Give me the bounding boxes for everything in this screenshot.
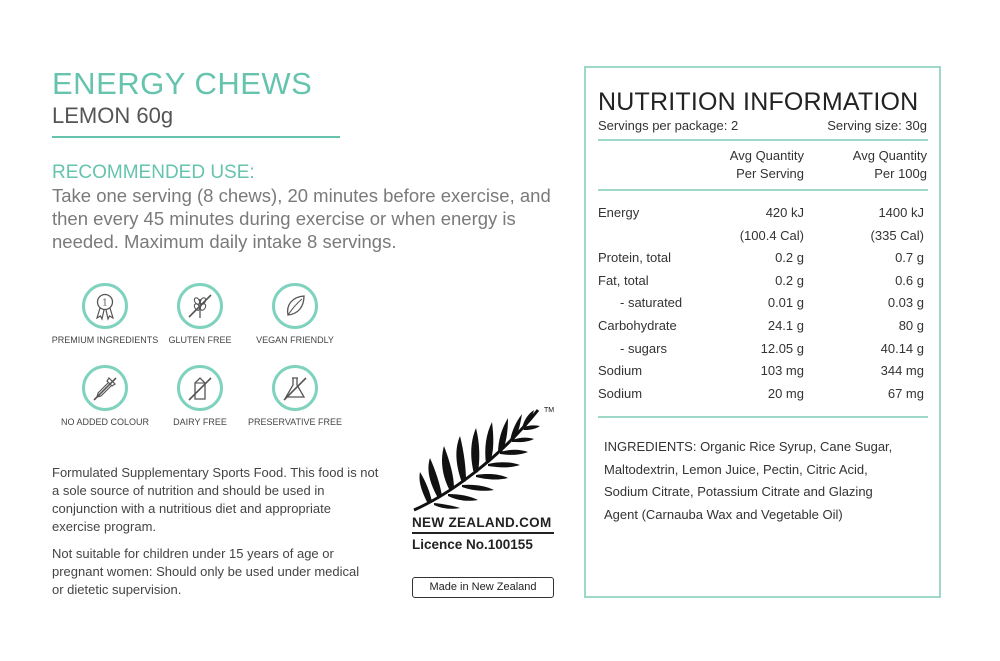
row-per-100g: 80 g [898, 318, 924, 333]
row-label: Fat, total [598, 273, 649, 288]
row-label: Sodium [598, 363, 643, 378]
award-ribbon-icon [82, 283, 128, 329]
row-per-serving: 12.05 g [760, 341, 804, 356]
col-header-per-serving [700, 147, 804, 183]
servings-per-package: Servings per package: 2 [598, 118, 739, 133]
nutrition-title: NUTRITION INFORMATION [598, 88, 919, 116]
recommended-use-text: Take one serving (8 chews), 20 minutes before exercise, and then every 45 minutes during exercise or when energy is needed. Maximum daily intake 8 servings. [52, 185, 551, 252]
col-header-per-100g [820, 147, 927, 183]
wheat-crossed-icon [177, 283, 223, 329]
row-per-100g: 1400 kJ [878, 205, 924, 220]
badge-premium-ingredients [50, 283, 160, 345]
row-per-100g: 67 mg [887, 386, 924, 401]
row-per-100g: 40.14 g [880, 341, 924, 356]
row-per-serving: 0.2 g [775, 250, 804, 265]
row-per-100g: 344 mg [880, 363, 924, 378]
made-in-badge: Made in New Zealand [412, 577, 554, 598]
ingredients-divider [598, 416, 928, 418]
badge-dairy-free [145, 365, 255, 427]
badge-label: VEGAN FRIENDLY [256, 335, 334, 345]
badge-label: GLUTEN FREE [168, 335, 232, 345]
ingredients-line: Sodium Citrate, Potassium Citrate and Glazing [604, 484, 873, 499]
recommended-use-heading: RECOMMENDED USE: [52, 162, 255, 183]
badge-preservative-free [240, 365, 350, 427]
silver-fern-logo [408, 400, 558, 515]
badge-gluten-free [145, 283, 255, 345]
flask-crossed-icon [272, 365, 318, 411]
col-header-line: Per Serving [736, 166, 804, 181]
ingredients-line: Maltodextrin, Lemon Juice, Pectin, Citric Acid, [604, 461, 868, 477]
col-header-line: Per 100g [874, 166, 927, 181]
badge-label: PRESERVATIVE FREE [247, 417, 343, 427]
header-divider [598, 139, 928, 141]
ingredients-text [604, 436, 934, 526]
svg-text:1: 1 [102, 298, 108, 309]
product-title: ENERGY CHEWS [52, 66, 313, 101]
row-per-100g: 0.6 g [895, 273, 924, 288]
row-label: - saturated [620, 295, 683, 310]
row-label: Protein, total [598, 250, 671, 265]
col-header-line: Avg Quantity [729, 148, 804, 163]
row-per-serving: 420 kJ [765, 205, 804, 220]
row-label: Energy [598, 205, 640, 220]
trademark-mark: TM [544, 407, 555, 414]
badge-label: NO ADDED COLOUR [60, 417, 149, 427]
dropper-crossed-icon [82, 365, 128, 411]
nz-divider [412, 532, 554, 534]
product-subtitle: LEMON 60g [52, 103, 174, 128]
badge-label: DAIRY FREE [173, 417, 227, 427]
row-per-serving: (100.4 Cal) [739, 228, 804, 243]
leaf-icon [272, 283, 318, 329]
row-label: Carbohydrate [598, 318, 677, 333]
badge-label: PREMIUM INGREDIENTS [51, 335, 159, 345]
badge-vegan-friendly [240, 283, 350, 345]
ingredients-line: INGREDIENTS: Organic Rice Syrup, Cane Sugar, [604, 439, 893, 454]
row-per-100g: 0.7 g [895, 250, 924, 265]
licence-number: Licence No.100155 [412, 537, 533, 552]
columns-divider [598, 189, 928, 191]
row-per-serving: 0.2 g [775, 273, 804, 288]
milk-carton-crossed-icon [177, 365, 223, 411]
ingredients-line: Agent (Carnauba Wax and Vegetable Oil) [604, 506, 843, 522]
disclaimer-sports-food: Formulated Supplementary Sports Food. This food is not a sole source of nutrition and should be used in conjunction with a nutritious diet and appropriate exercise program. [52, 465, 379, 534]
serving-size: Serving size: 30g [827, 118, 927, 133]
row-per-serving: 103 mg [760, 363, 804, 378]
title-divider [52, 136, 340, 138]
row-label: - sugars [620, 341, 667, 356]
row-per-100g: (335 Cal) [870, 228, 924, 243]
col-header-line: Avg Quantity [852, 148, 927, 163]
row-per-serving: 20 mg [767, 386, 804, 401]
row-per-serving: 24.1 g [767, 318, 804, 333]
row-per-100g: 0.03 g [887, 295, 924, 310]
row-per-serving: 0.01 g [767, 295, 804, 310]
badge-no-added-colour [50, 365, 160, 427]
nz-site-text: NEW ZEALAND.COM [412, 515, 552, 530]
row-label: Sodium [598, 386, 643, 401]
disclaimer-suitability: Not suitable for children under 15 years of age or pregnant women: Should only be used under medical or dietetic supervision. [52, 546, 360, 597]
